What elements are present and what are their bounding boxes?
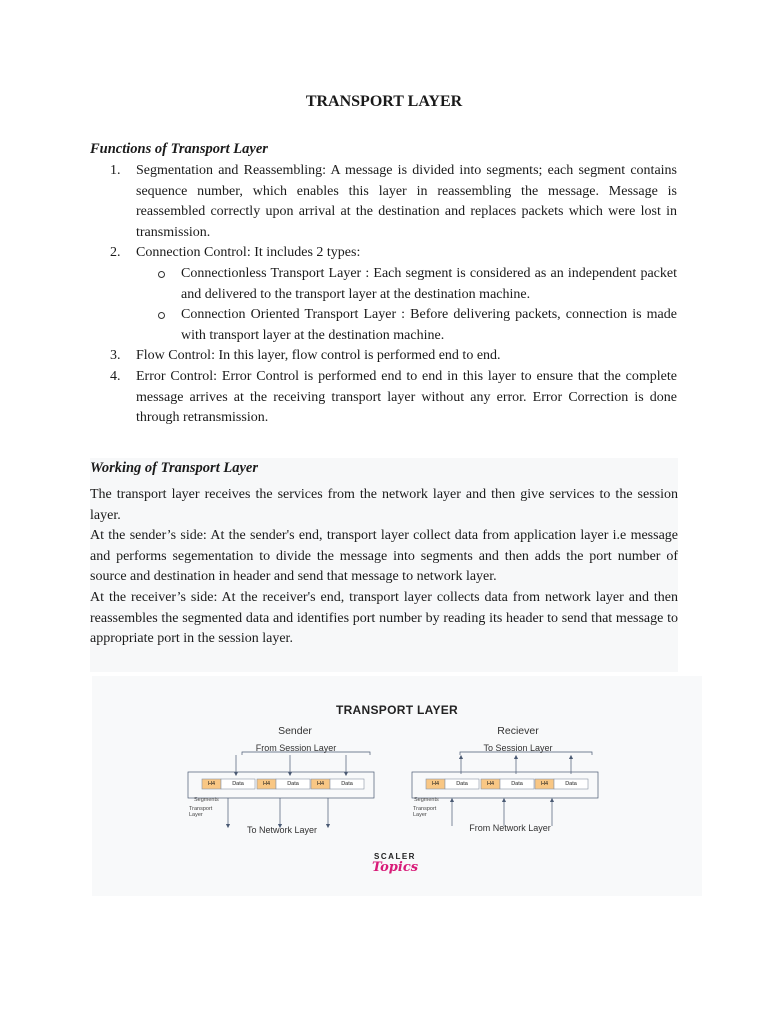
working-paragraph: At the sender’s side: At the sender's end, transport layer collect data from application layer i.e message and performs segementation to divide the message into segments and then adds the port number of source and destination in header and send that message to network layer. [90, 528, 678, 585]
hollow-bullet-icon [158, 312, 165, 319]
function-text: Segmentation and Reassembling: A message is divided into segments; each segment contains sequence number, which enables this layer in reassembling the message. Message is reassembled correctly upon arrival at the destination and replaces packets which were lost in transmission. [136, 163, 677, 240]
function-text: Connection Control: It includes 2 types: [136, 245, 361, 261]
receiver-header-text: H4 [486, 781, 495, 787]
working-text [90, 485, 678, 650]
receiver-transport-label: Transport Layer [413, 806, 437, 818]
hollow-bullet-icon [158, 271, 165, 278]
sender-header-text: H4 [316, 781, 325, 787]
from-network-layer-label: From Network Layer [469, 823, 551, 833]
sender-data-text: Data [341, 781, 353, 787]
topics-logo-text: Topics [371, 860, 419, 875]
to-network-layer-label: To Network Layer [246, 825, 318, 835]
diagram-title: TRANSPORT LAYER [335, 703, 459, 717]
sender-data-text: Data [287, 781, 299, 787]
connection-type-text: Connectionless Transport Layer : Each segment is considered as an independent packet and delivered to the transport layer at the destination machine. [181, 265, 677, 302]
receiver-segments-label: Segments [414, 797, 439, 803]
function-item [91, 243, 677, 264]
sender-header-text: H4 [262, 781, 271, 787]
sender-header-text: H4 [207, 781, 216, 787]
function-text: Flow Control: In this layer, flow control is performed end to end. [136, 348, 501, 364]
receiver-data-text: Data [565, 781, 577, 787]
receiver-data-text: Data [456, 781, 468, 787]
scaler-logo-text: SCALER [374, 852, 416, 861]
page-title: TRANSPORT LAYER [305, 93, 463, 110]
function-number: 1. [110, 163, 121, 178]
working-paragraph: At the receiver’s side: At the receiver's end, transport layer collects data from network layer and then reassembles the segmented data and identifies port number by reading its header to send that message to appropriate port in the session layer. [90, 589, 678, 647]
function-item [91, 346, 677, 367]
function-number: 2. [110, 245, 121, 261]
from-session-layer-label: From Session Layer [255, 743, 337, 753]
working-heading: Working of Transport Layer [90, 460, 258, 476]
function-number: 3. [110, 348, 121, 364]
receiver-header-text: H4 [540, 781, 549, 787]
receiver-header-text: H4 [431, 781, 440, 787]
connection-type-text: Connection Oriented Transport Layer : Before delivering packets, connection is made with transport layer at the destination machine. [181, 307, 677, 343]
sender-segments-label: Segments [194, 797, 219, 803]
receiver-label: Reciever [497, 725, 539, 737]
function-item [91, 367, 677, 429]
function-text: Error Control: Error Control is performed end to end in this layer to ensure that the complete message arrives at the receiving transport layer without any error. Error Correction is done through retransmission. [136, 368, 677, 426]
transport-layer-diagram [92, 676, 702, 896]
connection-type-item [91, 305, 677, 346]
receiver-data-text: Data [511, 781, 523, 787]
working-paragraph: The transport layer receives the services from the network layer and then give services to the session layer. [90, 487, 678, 523]
functions-heading: Functions of Transport Layer [90, 141, 268, 157]
sender-transport-label: Transport Layer [189, 806, 213, 818]
function-item [91, 161, 677, 243]
sender-data-text: Data [232, 781, 244, 787]
connection-type-item [91, 264, 677, 305]
sender-label: Sender [278, 725, 312, 737]
function-number: 4. [110, 368, 121, 384]
functions-list [91, 161, 677, 429]
to-session-layer-label: To Session Layer [483, 743, 553, 753]
